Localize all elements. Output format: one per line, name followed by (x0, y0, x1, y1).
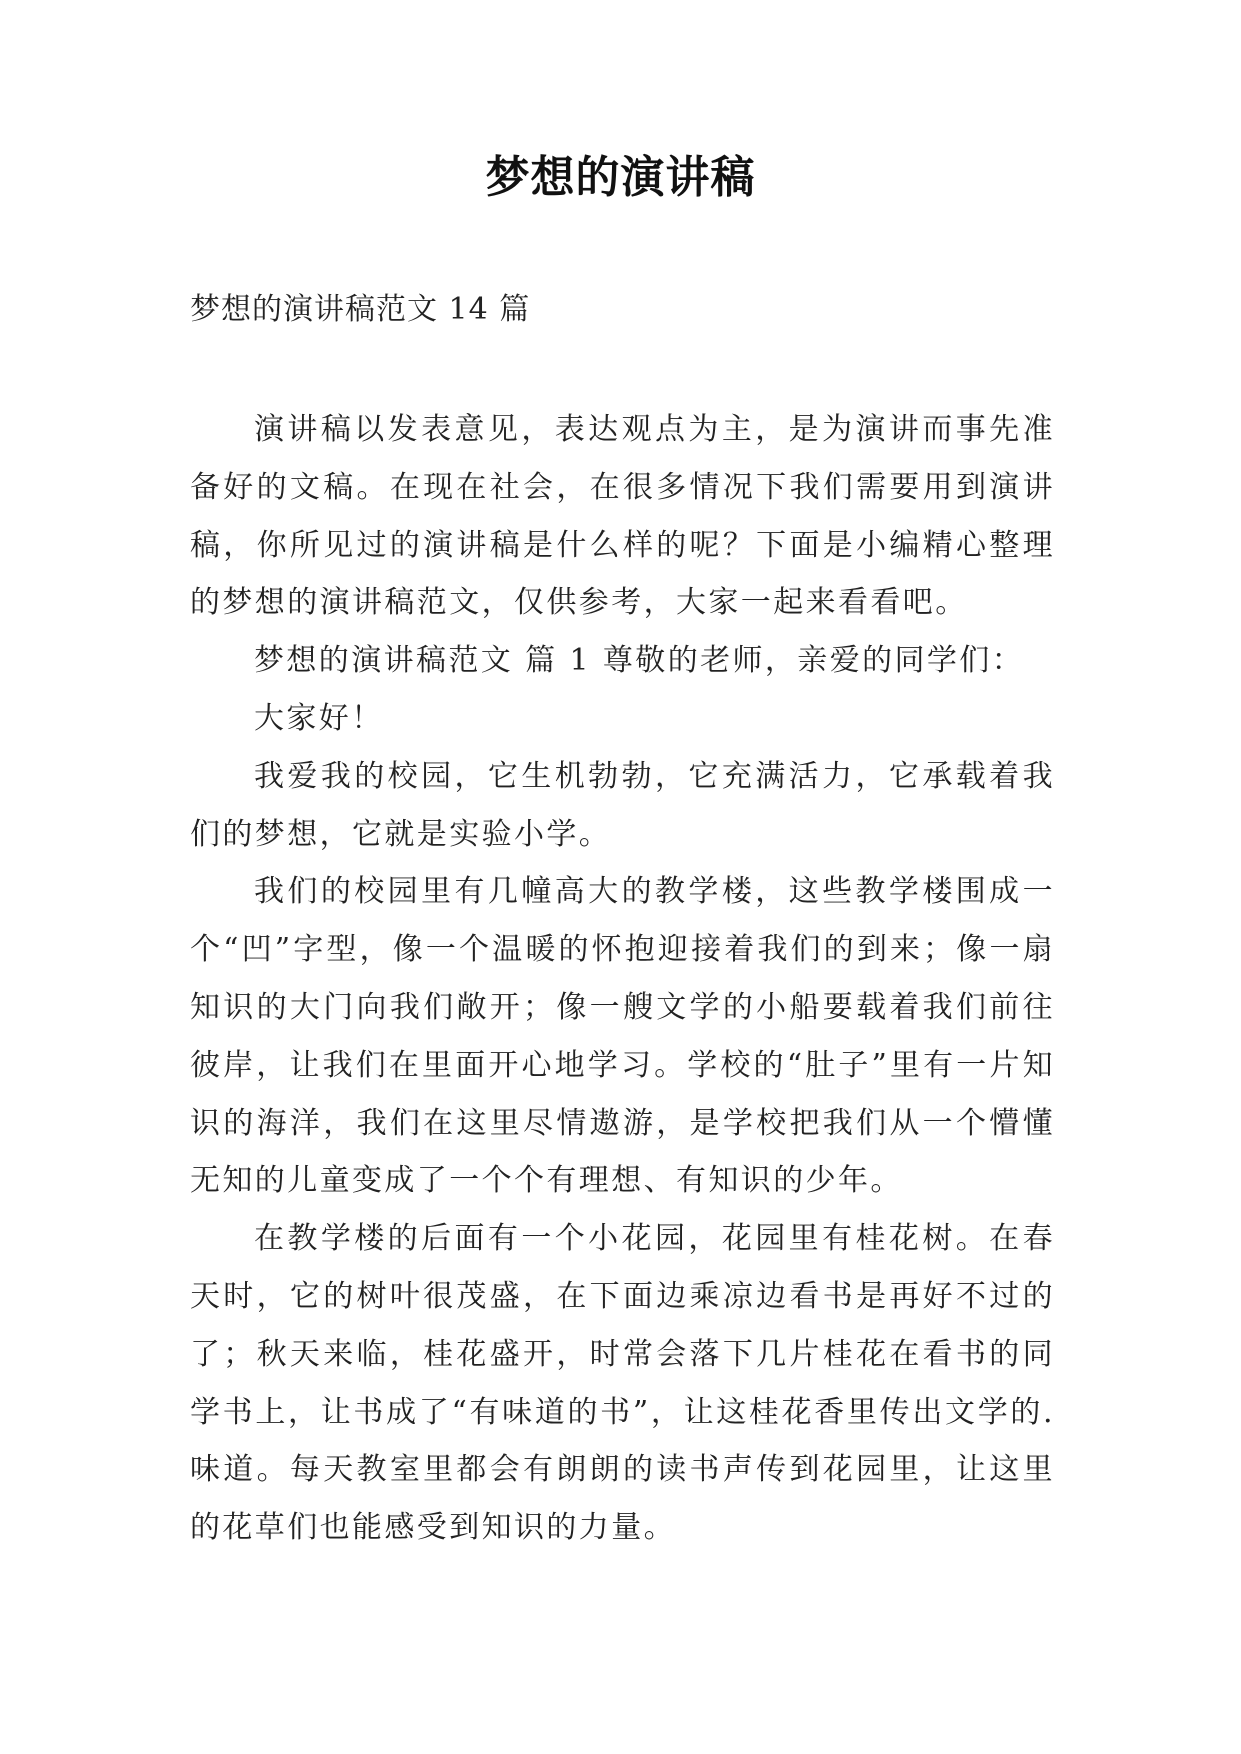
paragraph-garden: 在教学楼的后面有一个小花园，花园里有桂花树。在春天时，它的树叶很茂盛，在下面边乘凉边看书是再好不过的了；秋天来临，桂花盛开，时常会落下几片桂花在看书的同学书上，让书成了“有味道的书”，让这桂花香里传出文学的.味道。每天教室里都会有朗朗的读书声传到花园里，让这里的花草们也能感受到知识的力量。 (190, 1221, 1055, 1546)
paragraph-greeting: 大家好！ (254, 700, 384, 736)
paragraph-campus: 我爱我的校园，它生机勃勃，它充满活力，它承载着我们的梦想，它就是实验小学。 (190, 758, 1055, 852)
document-body (190, 401, 1055, 1557)
paragraph-speech-heading: 梦想的演讲稿范文 篇 1 尊敬的老师，亲爱的同学们： (254, 643, 1025, 679)
document-subtitle: 梦想的演讲稿范文 14 篇 (190, 292, 531, 327)
paragraph-buildings: 我们的校园里有几幢高大的教学楼，这些教学楼围成一个“凹”字型，像一个温暖的怀抱迎接着我们的到来；像一扇知识的大门向我们敞开；像一艘文学的小船要载着我们前往彼岸，让我们在里面开心地学习。学校的“肚子”里有一片知识的海洋，我们在这里尽情遨游，是学校把我们从一个懵懂无知的儿童变成了一个个有理想、有知识的少年。 (190, 874, 1055, 1199)
document-title: 梦想的演讲稿 (485, 152, 756, 203)
paragraph-intro: 演讲稿以发表意见，表达观点为主，是为演讲而事先准备好的文稿。在现在社会，在很多情况下我们需要用到演讲稿，你所见过的演讲稿是什么样的呢？下面是小编精心整理的梦想的演讲稿范文，仅供参考，大家一起来看看吧。 (190, 412, 1055, 621)
